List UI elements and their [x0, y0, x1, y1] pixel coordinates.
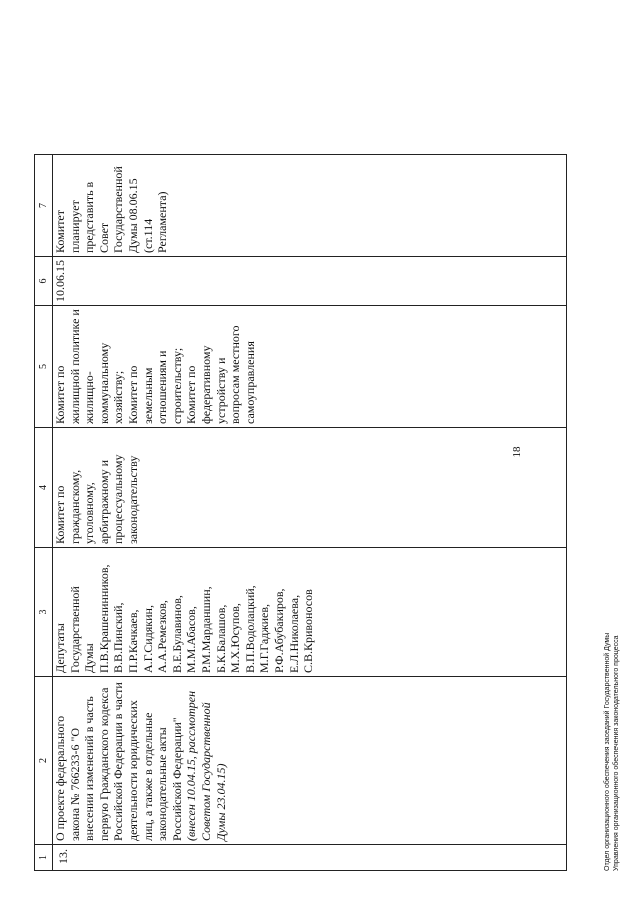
co-committee-line: жилищной политике и: [67, 309, 82, 424]
author-line: М.Г.Гаджиев,: [257, 603, 272, 673]
author-line: В.Е.Булавинов,: [169, 595, 184, 673]
footer-line-1: Отдел организационного обеспечения заседаний Государственной Думы: [604, 632, 611, 871]
col-header-3: 3: [35, 548, 53, 677]
plan-line: Думы 08.06.15: [125, 178, 140, 253]
author-line: А.А.Ремезков,: [155, 600, 170, 673]
author-line: П.В.Крашенинников,: [96, 564, 111, 673]
committee-line: законодательству: [125, 455, 140, 544]
committee-line: гражданскому,: [67, 469, 82, 544]
plan-line: (ст.114 Регламента): [140, 191, 170, 253]
plan-line: представить в Совет: [82, 181, 111, 253]
author-line: П.Р.Качкаев,: [125, 609, 140, 673]
co-committee-line: Комитет по: [53, 365, 67, 424]
co-committee-line: Комитет по: [125, 365, 140, 424]
author-line: Государственной: [67, 586, 82, 673]
co-committee-line: вопросам местного: [228, 325, 243, 424]
responsible-committee-cell: [53, 428, 567, 548]
row-number: 13.: [53, 845, 567, 871]
col-header-4: 4: [35, 428, 53, 548]
co-committee-line: устройству и: [213, 357, 228, 424]
bill-cell: [53, 677, 567, 845]
co-committees-cell: [53, 306, 567, 428]
col-header-2: 2: [35, 677, 53, 845]
co-committee-line: федеративному: [198, 345, 213, 424]
author-line: М.Х.Юсупов,: [228, 603, 243, 673]
col-header-5: 5: [35, 306, 53, 428]
co-committee-line: коммунальному: [96, 342, 111, 424]
bills-table: [34, 154, 567, 871]
plan-line: Комитет планирует: [53, 200, 82, 253]
plan-line: Государственной: [111, 166, 126, 253]
author-line: Б.К.Балашов,: [213, 604, 228, 673]
committee-line: арбитражному и: [96, 459, 111, 544]
committee-line: Комитет по: [53, 485, 67, 544]
plan-cell: [53, 155, 567, 257]
author-line: Е.Л.Николаева,: [286, 594, 301, 673]
authors-cell: [53, 548, 567, 677]
co-committee-line: строительству;: [169, 347, 184, 424]
author-line: С.В.Кривоносов: [301, 589, 316, 673]
header-row: [35, 155, 53, 871]
author-line: В.П.Водолацкий,: [242, 585, 257, 673]
author-line: Р.М.Марданшин,: [198, 586, 213, 673]
co-committee-line: Комитет по: [184, 365, 199, 424]
table-row: [53, 155, 567, 871]
author-line: Думы: [82, 643, 97, 673]
footer-line-2: Управления организационного обеспечения законодательного процесса: [613, 635, 620, 871]
author-line: Депутаты: [53, 623, 67, 673]
co-committee-line: жилищно-: [82, 371, 97, 424]
co-committee-line: хозяйству;: [111, 370, 126, 424]
author-line: М.М.Абасов,: [184, 606, 199, 673]
committee-line: уголовному,: [82, 482, 97, 544]
footer: [603, 10, 621, 871]
col-header-7: 7: [35, 155, 53, 257]
col-header-1: 1: [35, 845, 53, 871]
col-header-6: 6: [35, 257, 53, 306]
author-line: В.В.Пинский,: [111, 602, 126, 673]
co-committee-line: самоуправления: [242, 341, 257, 424]
co-committee-line: земельным: [140, 367, 155, 424]
page-number: 18: [511, 446, 523, 458]
committee-line: процессуальному: [111, 454, 126, 544]
date-cell: 10.06.15: [53, 257, 567, 306]
rotated-page: [34, 10, 621, 871]
bill-title: О проекте федерального закона № 766233-6 "О внесении изменений в часть первую Гражданского кодекса Российской Федерации в части деятельности юридических лиц, а также в отдельные законодательные акты Российской Федерации": [53, 682, 184, 841]
bill-note: (внесен 10.04.15, рассмотрен Советом Государственной Думы 23.04.15): [184, 690, 228, 841]
author-line: Р.Ф.Абубакиров,: [271, 588, 286, 673]
author-line: А.Г.Сидякин,: [140, 605, 155, 673]
co-committee-line: отношениям и: [155, 350, 170, 424]
